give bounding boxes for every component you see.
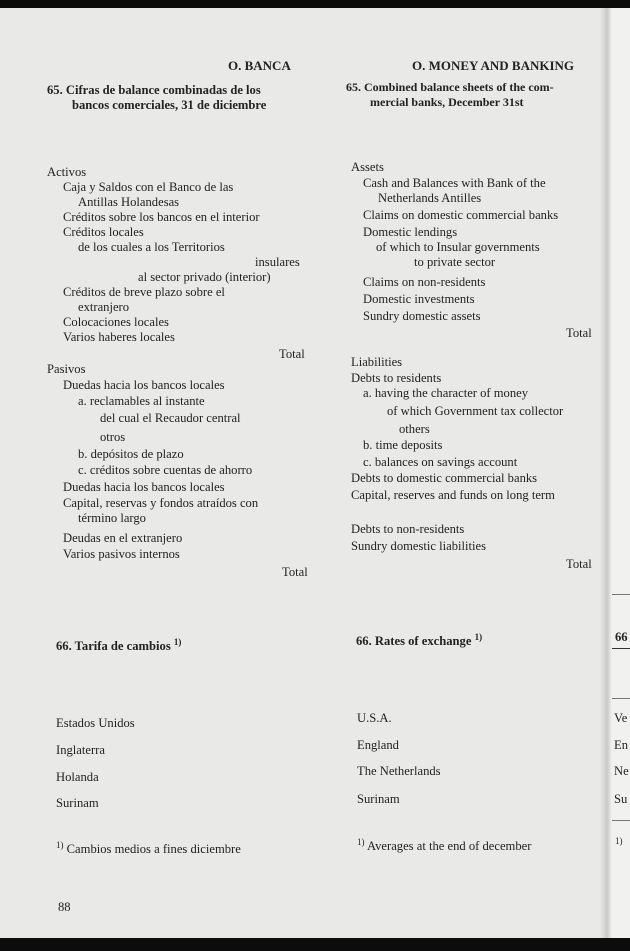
row-label: Capital, reservas y fondos atraídos con [63, 496, 259, 510]
row-label: b. depósitos de plazo [78, 447, 184, 461]
sliver-text: 1) [615, 836, 623, 846]
row-label: Duedas hacia los bancos locales [63, 378, 225, 392]
row-label: Debts to domestic commercial banks [351, 471, 538, 485]
footnote-text: Averages at the end of december [366, 839, 532, 854]
row-label: Assets [351, 160, 384, 174]
row-label: Domestic lendings [363, 225, 458, 239]
row-label: Claims on non-residents [363, 275, 486, 289]
country-label: U.S.A. [357, 711, 392, 725]
section-title: O. MONEY AND BANKING [412, 58, 575, 73]
row-label: Antillas Holandesas [78, 195, 180, 209]
row-label: Liabilities [351, 355, 403, 369]
total-label: Total [279, 347, 305, 361]
row-label: Deudas en el extranjero [63, 531, 183, 545]
row-label: c. créditos sobre cuentas de ahorro [78, 463, 253, 477]
row-label: Varios haberes locales [63, 330, 175, 344]
row-label: insulares [255, 255, 300, 269]
row-label: b. time deposits [363, 438, 443, 452]
total-label: Total [282, 565, 308, 579]
row-label: Créditos sobre los bancos en el interior [63, 210, 260, 224]
section-title: O. BANCA [228, 58, 291, 73]
row-label: Varios pasivos internos [63, 547, 180, 561]
country-label: The Netherlands [357, 764, 441, 778]
row-label: al sector privado (interior) [138, 270, 271, 284]
row-label: Debts to residents [351, 371, 442, 385]
row-label: Netherlands Antilles [378, 191, 482, 205]
row-label: extranjero [78, 300, 130, 314]
page-number: 88 [58, 900, 71, 914]
row-label: of which to Insular governments [376, 240, 540, 254]
row-label: término largo [78, 511, 146, 525]
row-label: of which Government tax collector [387, 404, 564, 418]
document-page [0, 8, 630, 938]
total-label: Total [566, 557, 592, 571]
row-label: Sundry domestic assets [363, 309, 481, 323]
footnote-marker: 1) [357, 837, 365, 847]
country-label: Estados Unidos [56, 716, 135, 730]
table-66-title-text: 66. Rates of exchange [356, 634, 472, 649]
row-label: others [399, 422, 430, 436]
sliver-text: Su [614, 792, 628, 806]
sliver-text: Ne [614, 764, 629, 778]
table-66-title [356, 630, 482, 649]
row-label: de los cuales a los Territorios [78, 240, 225, 254]
country-label: Holanda [56, 770, 99, 784]
country-label: England [357, 738, 399, 752]
row-label: Sundry domestic liabilities [351, 539, 487, 553]
divider [612, 648, 630, 649]
row-label: a. having the character of money [363, 386, 529, 400]
row-label: Domestic investments [363, 292, 475, 306]
footnote [357, 835, 531, 854]
table-65-title-cont: mercial banks, December 31st [370, 95, 524, 109]
table-65-title-cont: bancos comerciales, 31 de diciembre [72, 98, 267, 112]
row-label: otros [100, 430, 126, 444]
footnote-text: Cambios medios a fines diciembre [66, 842, 241, 857]
country-label: Surinam [357, 792, 400, 806]
footnote-marker: 1) [173, 637, 182, 647]
english-column [0, 8, 612, 938]
row-label: del cual el Recaudor central [100, 411, 241, 425]
country-label: Inglaterra [56, 743, 105, 757]
row-label: Colocaciones locales [63, 315, 169, 329]
row-label: a. reclamables al instante [78, 394, 205, 408]
row-label: Capital, reserves and funds on long term [351, 488, 555, 502]
row-label: Cash and Balances with Bank of the [363, 176, 546, 190]
sliver-text: 66 [615, 630, 628, 644]
row-label: Caja y Saldos con el Banco de las [63, 180, 234, 194]
divider [612, 698, 630, 699]
row-label: Créditos de breve plazo sobre el [63, 285, 225, 299]
table-65-title: 65. Combined balance sheets of the com- [346, 80, 554, 94]
divider [612, 820, 630, 821]
row-label: Créditos locales [63, 225, 144, 239]
row-label: Claims on domestic commercial banks [363, 208, 559, 222]
row-label: to private sector [414, 255, 496, 269]
footnote-marker: 1) [56, 840, 64, 850]
row-label: Debts to non-residents [351, 522, 465, 536]
country-label: Surinam [56, 796, 99, 810]
row-label: Activos [47, 165, 87, 179]
next-page-edge [612, 8, 630, 938]
divider [612, 594, 630, 595]
row-label: Pasivos [47, 362, 86, 376]
row-label: Duedas hacia los bancos locales [63, 480, 225, 494]
total-label: Total [566, 326, 592, 340]
footnote-marker: 1) [474, 632, 483, 642]
sliver-text: En [614, 738, 628, 752]
table-65-title: 65. Cifras de balance combinadas de los [47, 83, 261, 97]
table-66-title-text: 66. Tarifa de cambios [56, 639, 171, 654]
row-label: c. balances on savings account [363, 455, 518, 469]
sliver-text: Ve [614, 711, 628, 725]
